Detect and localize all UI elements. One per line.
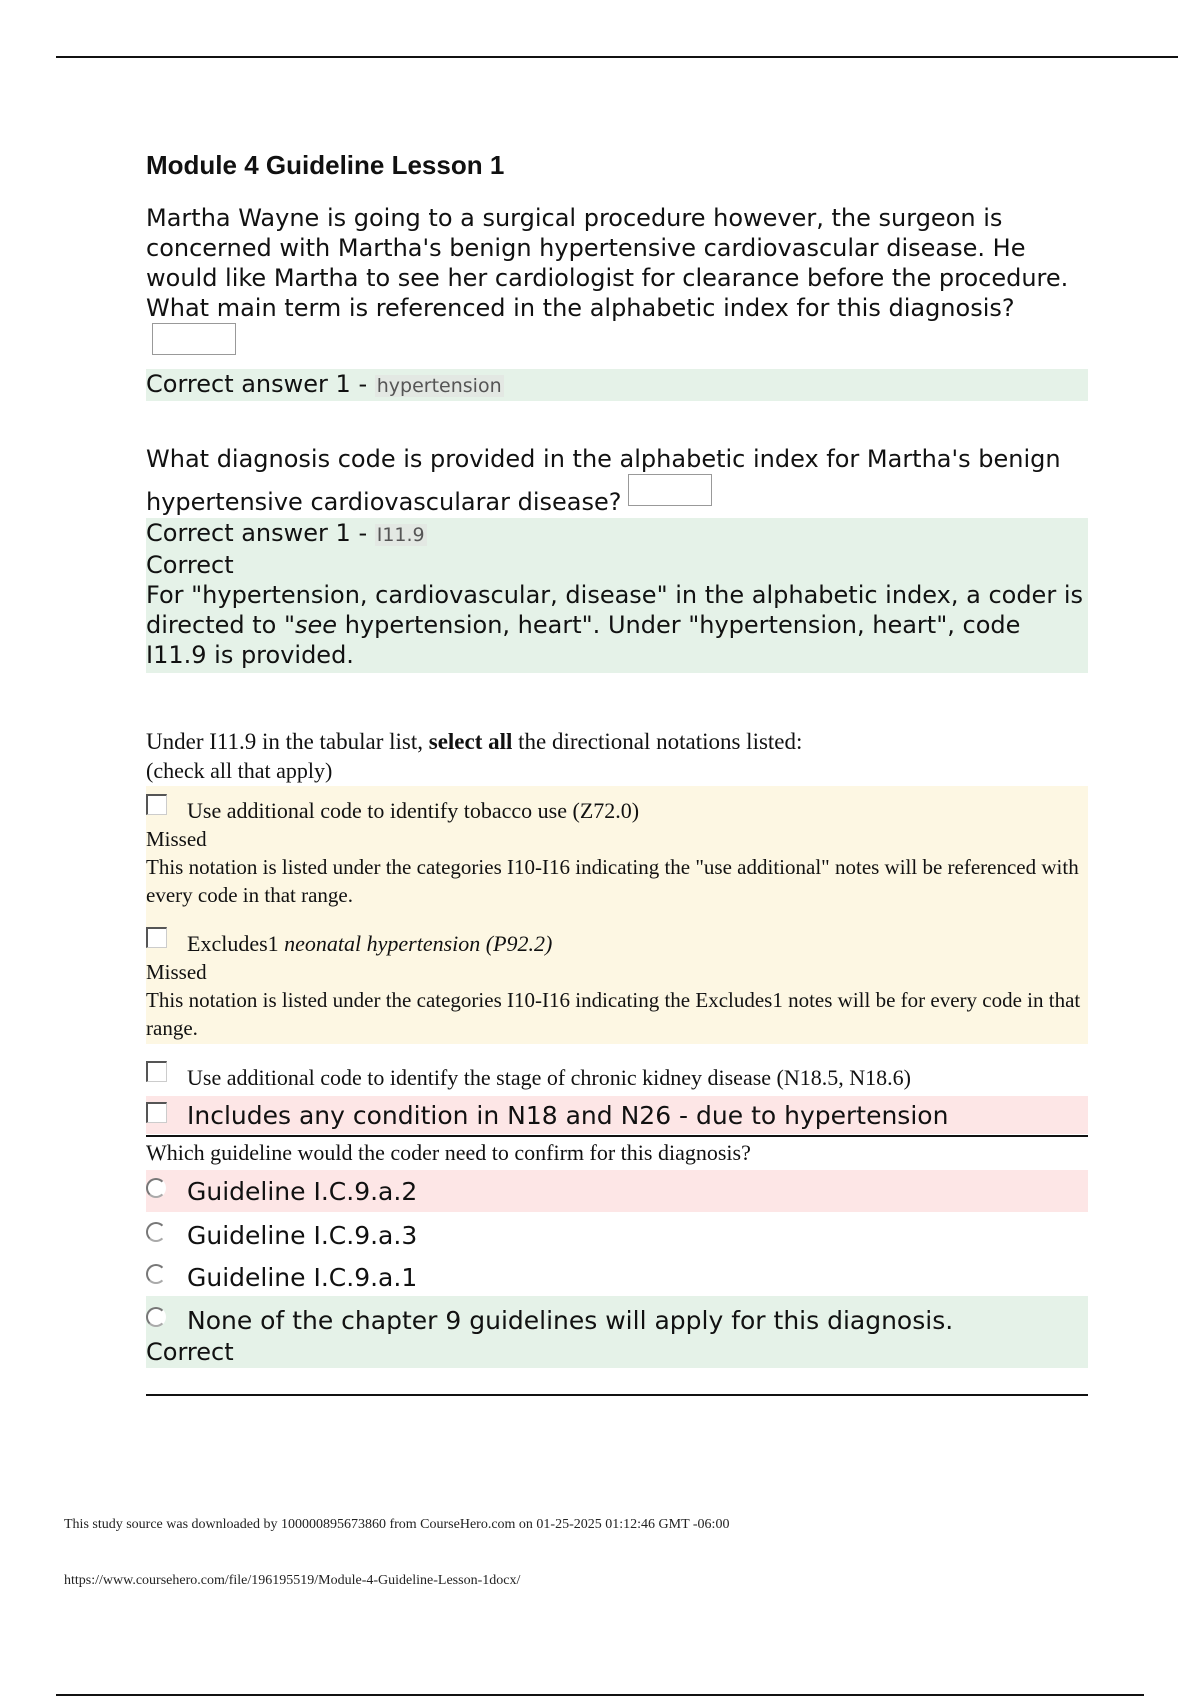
answer-prefix: Correct answer 1 -	[146, 519, 375, 547]
question-3-hint: (check all that apply)	[146, 758, 333, 783]
answer-prefix: Correct answer 1 -	[146, 370, 375, 398]
answer-feedback-1	[146, 369, 1088, 401]
answer-input-1[interactable]	[152, 323, 236, 355]
bottom-divider	[146, 1394, 1088, 1396]
option-status: Correct	[146, 1338, 234, 1366]
question-3: Under I11.9 in the tabular list, select all the directional notations listed: (check all that apply)	[146, 729, 803, 783]
option-feedback: This notation is listed under the categories I10-I16 indicating the "use additional" notes will be referenced with every code in that range.	[146, 855, 1079, 907]
radio-button[interactable]	[146, 1178, 166, 1198]
question-2-text: What diagnosis code is provided in the alphabetic index for Martha's benign hypertensive cardiovascularar disease?	[146, 445, 1061, 516]
radio-button[interactable]	[146, 1307, 166, 1327]
option-feedback: This notation is listed under the categories I10-I16 indicating the Excludes1 notes will be for every code in that range.	[146, 988, 1081, 1040]
option-label: Excludes1 neonatal hypertension (P92.2)	[187, 931, 553, 956]
download-notice: This study source was downloaded by 100000895673860 from CourseHero.com on 01-25-2025 01:12:46 GMT -06:00	[64, 1517, 730, 1532]
page-title: Module 4 Guideline Lesson 1	[146, 150, 505, 180]
option-label: None of the chapter 9 guidelines will apply for this diagnosis.	[187, 1306, 954, 1335]
checkbox[interactable]	[146, 794, 167, 815]
answer-value: I11.9	[376, 524, 425, 546]
option-label: Guideline I.C.9.a.1	[187, 1263, 418, 1292]
top-rule	[56, 56, 1178, 58]
answer-value: hypertension	[376, 375, 502, 397]
source-url[interactable]: https://www.coursehero.com/file/196195519/Module-4-Guideline-Lesson-1docx/	[64, 1573, 521, 1588]
option-label: Use additional code to identify the stage of chronic kidney disease (N18.5, N18.6)	[187, 1065, 911, 1090]
question-1	[146, 203, 1088, 366]
option-label: Guideline I.C.9.a.3	[187, 1221, 418, 1250]
answer-explanation: For "hypertension, cardiovascular, disease" in the alphabetic index, a coder is directed to "see hypertension, heart". Under "hypertension, heart", code I11.9 is provided.	[146, 581, 1083, 669]
checkbox[interactable]	[146, 1102, 167, 1123]
checkbox[interactable]	[146, 927, 167, 948]
question-4-text: Which guideline would the coder need to confirm for this diagnosis?	[146, 1140, 751, 1165]
question-1-text: Martha Wayne is going to a surgical procedure however, the surgeon is concerned with Martha's benign hypertensive cardiovascular disease. He would like Martha to see her cardiologist for clearance before the procedure. What main term is referenced in the alphabetic index for this diagnosis?	[146, 204, 1069, 322]
option-label: Use additional code to identify tobacco use (Z72.0)	[187, 798, 640, 823]
option-label: Guideline I.C.9.a.2	[187, 1177, 418, 1206]
option-status: Missed	[146, 827, 207, 851]
radio-button[interactable]	[146, 1264, 166, 1284]
option-label: Includes any condition in N18 and N26 - due to hypertension	[187, 1101, 949, 1130]
question-3-text: Under I11.9 in the tabular list,	[146, 729, 429, 754]
answer-status: Correct	[146, 551, 234, 579]
option-status: Missed	[146, 960, 207, 984]
checkbox[interactable]	[146, 1061, 167, 1082]
section-divider	[146, 1135, 1088, 1137]
radio-button[interactable]	[146, 1222, 166, 1242]
answer-feedback-2	[146, 518, 1088, 673]
answer-input-2[interactable]	[628, 474, 712, 506]
question-2	[146, 444, 1088, 517]
page-bottom-rule	[56, 1694, 1144, 1696]
